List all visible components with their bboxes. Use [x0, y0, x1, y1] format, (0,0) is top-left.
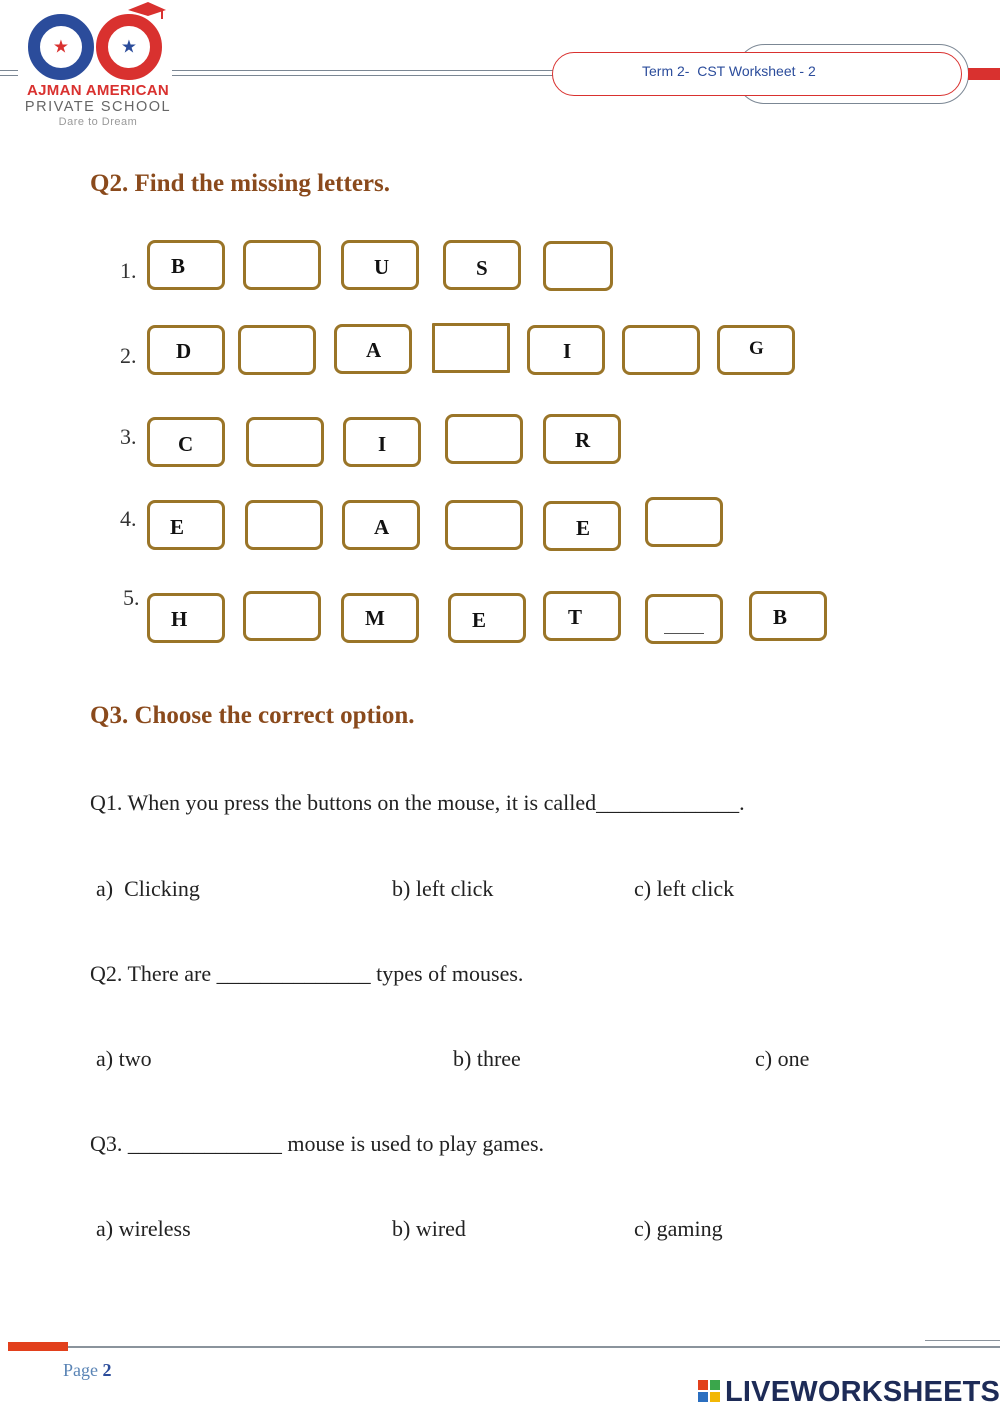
letter-input-box[interactable] [245, 500, 323, 550]
letter: H [171, 607, 188, 631]
letter-box [749, 591, 827, 641]
school-logo [18, 4, 178, 128]
option-b[interactable]: b) wired [392, 1216, 466, 1241]
star-icon: ★ [52, 36, 70, 58]
footer-rule [8, 1346, 1000, 1348]
letter: B [171, 254, 186, 278]
liveworksheets-brand: LIVEWORKSHEETS [725, 1376, 1000, 1408]
star-icon: ★ [120, 36, 138, 58]
letter-input-box[interactable] [238, 325, 316, 375]
option-c[interactable]: c) one [755, 1046, 810, 1071]
page-number-value: 2 [102, 1360, 112, 1380]
header-rule [172, 70, 557, 71]
option-c[interactable]: c) left click [634, 876, 735, 901]
q2-heading: Q2. Find the missing letters. [90, 170, 390, 197]
q3-heading: Q3. Choose the correct option. [90, 702, 415, 729]
letter-input-box[interactable] [246, 417, 324, 467]
letter-input-box[interactable] [645, 497, 723, 547]
letter: M [365, 606, 385, 630]
letter: E [472, 608, 487, 632]
letter-box [343, 417, 421, 467]
letter: G [749, 338, 764, 359]
option-c[interactable]: c) gaming [634, 1216, 723, 1241]
letter-box [342, 500, 420, 550]
letter-box [443, 240, 521, 290]
header-rule [172, 75, 557, 76]
question-3: Q3. ______________ mouse is used to play games. [90, 1131, 545, 1156]
option-b[interactable]: b) left click [392, 876, 494, 901]
letter: T [568, 605, 583, 629]
letter-box [543, 414, 621, 464]
option-b[interactable]: b) three [453, 1046, 521, 1071]
letter: R [575, 428, 591, 452]
letter-box [341, 240, 419, 290]
school-name: AJMAN AMERICAN [27, 82, 169, 99]
letter-input-box[interactable] [645, 594, 723, 644]
letter-box [527, 325, 605, 375]
school-motto: Dare to Dream [58, 116, 138, 128]
letter-input-box[interactable] [432, 323, 510, 373]
letter: I [378, 432, 387, 456]
letter-input-box[interactable] [445, 500, 523, 550]
page-label-text: Page [63, 1360, 103, 1380]
letter-box [717, 325, 795, 375]
letter-box [147, 240, 225, 290]
letter-box [448, 593, 526, 643]
letter: E [576, 516, 591, 540]
letter: S [476, 256, 488, 280]
letter-box [334, 324, 412, 374]
letter-input-box[interactable] [243, 591, 321, 641]
letter-input-box[interactable] [622, 325, 700, 375]
header-rule [0, 75, 18, 76]
school-subtitle: PRIVATE SCHOOL [24, 99, 172, 115]
row-number: 4. [120, 506, 137, 531]
letter-box [147, 417, 225, 467]
footer-rule [925, 1340, 1000, 1341]
worksheet-title: Term 2- CST Worksheet - 2 [642, 63, 816, 79]
logo-left-ring [28, 14, 94, 80]
page-number [63, 1360, 112, 1381]
letter-input-box[interactable] [543, 241, 613, 291]
logo-right-ring [96, 14, 162, 80]
header-accent [968, 68, 1000, 80]
header-rule [0, 70, 18, 71]
row-number: 3. [120, 424, 137, 449]
blank-line [664, 633, 704, 634]
letter-input-box[interactable] [445, 414, 523, 464]
letter: U [374, 255, 390, 279]
letter-box [341, 593, 419, 643]
letter: A [366, 338, 382, 362]
question-2: Q2. There are ______________ types of mouses. [90, 961, 524, 986]
letter-box [147, 500, 225, 550]
letter-box [543, 501, 621, 551]
letter-box [543, 591, 621, 641]
row-number: 1. [120, 258, 137, 283]
option-a[interactable]: a) Clicking [96, 876, 200, 901]
letter: B [773, 605, 788, 629]
option-a[interactable]: a) wireless [96, 1216, 191, 1241]
letter-box [147, 325, 225, 375]
letter-box [147, 593, 225, 643]
letter: A [374, 515, 390, 539]
letter: C [178, 432, 194, 456]
row-number: 2. [120, 343, 137, 368]
liveworksheets-icon [698, 1380, 722, 1404]
letter: E [170, 515, 185, 539]
question-1: Q1. When you press the buttons on the mouse, it is called_____________. [90, 790, 745, 815]
footer-accent [8, 1342, 68, 1351]
letter: I [563, 339, 572, 363]
graduation-cap-icon [126, 2, 166, 20]
row-number: 5. [123, 585, 140, 610]
letter-input-box[interactable] [243, 240, 321, 290]
letter: D [176, 339, 192, 363]
option-a[interactable]: a) two [96, 1046, 152, 1071]
